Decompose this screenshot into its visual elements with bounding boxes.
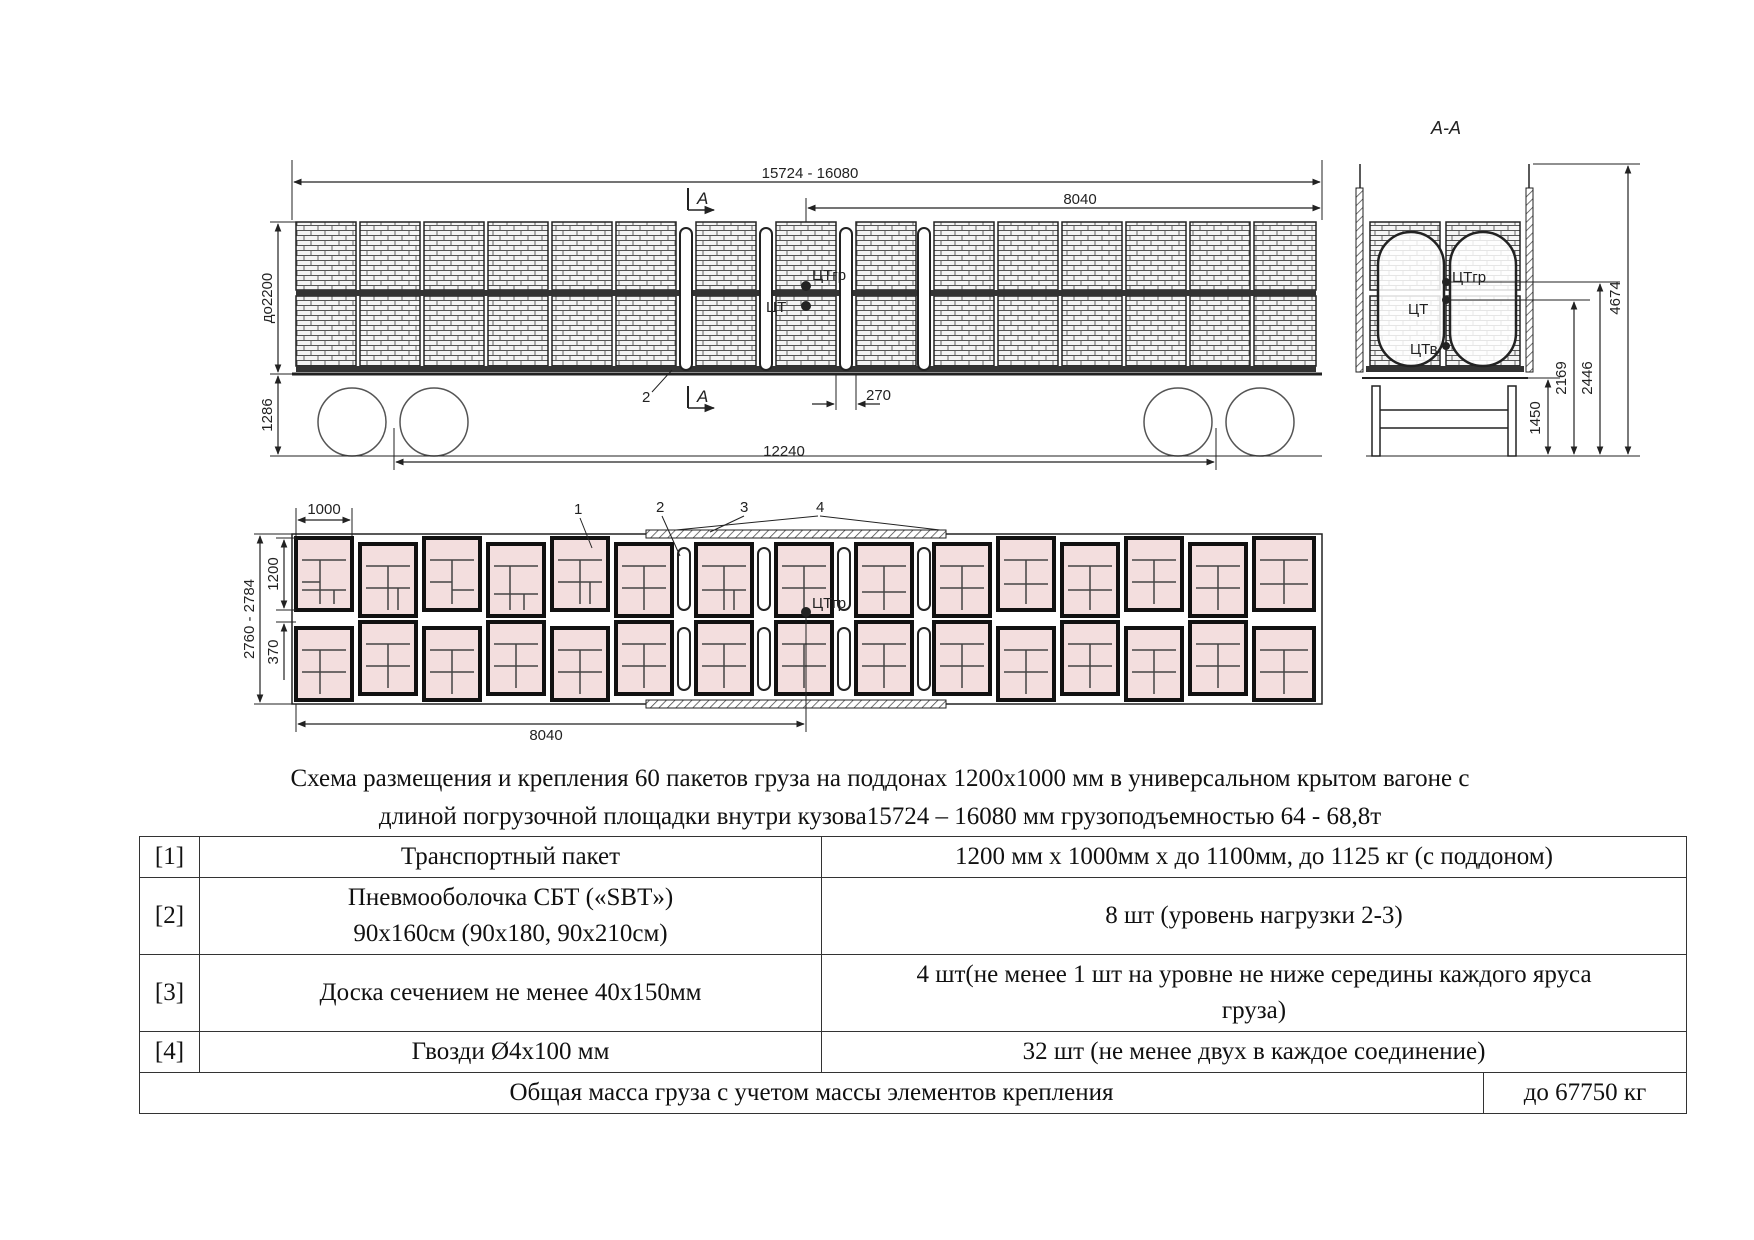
dim-floor-height-label: 1286 [259, 398, 276, 432]
dim-half-length-top-label: 8040 [1063, 191, 1097, 208]
row-number: [3] [140, 955, 200, 1032]
callout-4: 4 [816, 499, 825, 516]
dim-middle-gap-label: 370 [265, 639, 282, 665]
dimension-floor-height [259, 376, 292, 456]
dimension-pallet-width [296, 501, 352, 536]
cg-total-label-side: ЦТ [766, 299, 787, 316]
dim-floor-level-label: 1450 [1527, 401, 1544, 435]
dim-cg-cargo-height-label: 2446 [1579, 361, 1596, 395]
item-name: Транспортный пакет [200, 837, 822, 878]
dimension-base [394, 428, 1216, 470]
dim-gap-label: 270 [866, 387, 892, 404]
total-label: Общая масса груза с учетом массы элементов крепления [140, 1073, 1484, 1114]
callout-3: 3 [740, 499, 749, 516]
airbag-section-right [1450, 232, 1516, 366]
section-marker-bottom [688, 386, 714, 408]
cg-cargo-label-side: ЦТгр [812, 267, 847, 284]
dim-pallet-width-label: 1000 [307, 501, 341, 518]
item-name-line-1: Пневмооболочка СБТ («SBT») [347, 884, 674, 911]
board-top [646, 530, 946, 538]
dim-wagon-width-label: 2760 - 2784 [241, 578, 258, 660]
dim-cg-height-label: 2169 [1553, 361, 1570, 395]
specification-table [139, 836, 1687, 1114]
callout-1: 1 [574, 501, 583, 518]
plan-view [241, 499, 1322, 744]
cg-wagon-label-section: ЦТв [1410, 341, 1438, 358]
wheels [318, 388, 1294, 456]
table-row [140, 955, 1687, 1032]
dimension-gap [812, 375, 891, 410]
table-row [140, 878, 1687, 955]
dim-half-length-bottom-label: 8040 [529, 727, 563, 744]
row-number: [2] [140, 878, 200, 955]
item-value [822, 955, 1687, 1032]
section-marker-top [688, 188, 714, 210]
diagram-caption [140, 760, 1620, 836]
caption-line-2: длиной погрузочной площадки внутри кузова15724 – 16080 мм грузоподъемностью 64 - 68,8т [378, 803, 1382, 830]
table-total-row [140, 1073, 1687, 1114]
side-view [259, 160, 1322, 470]
caption-line-1: Схема размещения и крепления 60 пакетов груза на поддонах 1200х1000 мм в универсальном крытом вагоне с [290, 765, 1470, 792]
section-label-top: А [697, 189, 709, 208]
dim-pallet-length-label: 1200 [265, 557, 282, 591]
item-value: 32 шт (не менее двух в каждое соединение) [822, 1032, 1687, 1073]
row-number: [1] [140, 837, 200, 878]
row-number: [4] [140, 1032, 200, 1073]
callout-2: 2 [656, 499, 665, 516]
section-label-bottom: А [697, 387, 709, 406]
item-value: 8 шт (уровень нагрузки 2-3) [822, 878, 1687, 955]
cargo-packs-plan [296, 538, 1314, 700]
dimension-overall-height [1607, 166, 1628, 454]
dimension-total-length [292, 160, 1322, 220]
section-a-a-view [1356, 118, 1640, 456]
dimension-cg-cargo-height [1579, 284, 1600, 454]
dim-total-length-label: 15724 - 16080 [761, 165, 859, 182]
cg-total-label-section: ЦТ [1408, 301, 1429, 318]
table-row [140, 837, 1687, 878]
dimension-floor-level [1527, 380, 1548, 454]
item-name: Гвозди Ø4х100 мм [200, 1032, 822, 1073]
table-row [140, 1032, 1687, 1073]
item-name-line-2: 90х160см (90х180, 90х210см) [353, 920, 668, 947]
cg-cargo-label-section: ЦТгр [1452, 269, 1487, 286]
section-a-a-title: А-А [1430, 118, 1462, 138]
item-value-line-2: груза) [1221, 997, 1287, 1024]
dimension-height [259, 222, 296, 374]
dimension-cg-height [1553, 302, 1574, 454]
cargo-packs-side [296, 222, 1316, 372]
dim-height-label: до2200 [259, 272, 276, 324]
callout-2-side: 2 [642, 389, 651, 406]
item-name: Доска сечением не менее 40х150мм [200, 955, 822, 1032]
board-bottom [646, 700, 946, 708]
cg-cargo-label-plan: ЦТгр [812, 595, 847, 612]
total-value: до 67750 кг [1484, 1073, 1687, 1114]
item-value-line-1: 4 шт(не менее 1 шт на уровне не ниже середины каждого яруса [916, 961, 1592, 988]
dim-base-label: 12240 [763, 443, 805, 460]
dim-overall-height-label: 4674 [1607, 281, 1624, 315]
item-value: 1200 мм х 1000мм х до 1100мм, до 1125 кг (с поддоном) [822, 837, 1687, 878]
item-name [200, 878, 822, 955]
